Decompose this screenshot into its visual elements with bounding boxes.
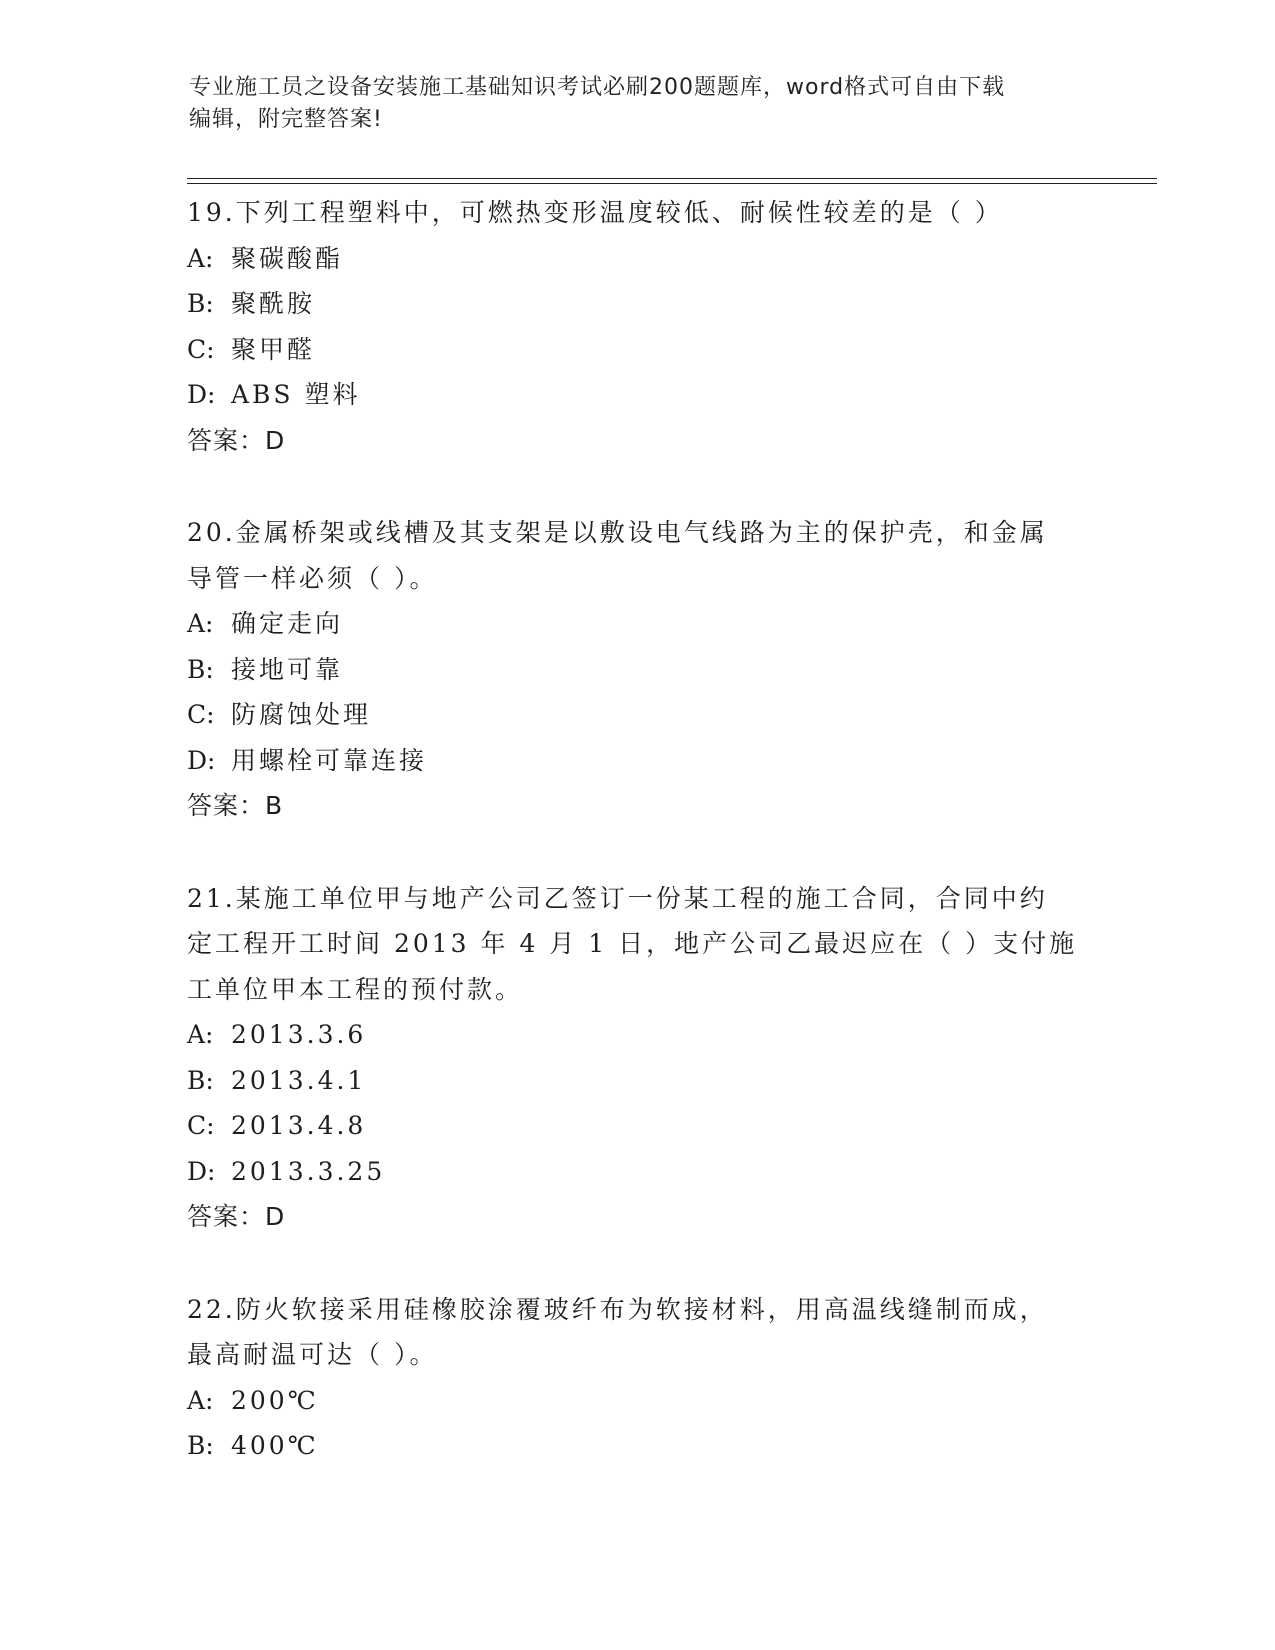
answer-line: 答案：B (187, 791, 284, 820)
option-text: 防腐蚀处理 (231, 700, 372, 729)
option-c (187, 327, 1087, 373)
option-text: 聚甲醛 (231, 334, 316, 364)
option-key: A: (187, 1385, 214, 1415)
option-text: 用螺栓可靠连接 (231, 745, 428, 775)
option-key: D: (187, 380, 216, 409)
question-stem-line-1: 22.防火软接采用硅橡胶涂覆玻纤布为软接材料，用高温线缝制而成， (187, 1294, 1048, 1324)
option-c (187, 692, 1087, 738)
option-key: D: (187, 745, 216, 775)
option-a (187, 236, 1087, 282)
option-c (187, 1103, 1087, 1149)
option-key: B: (187, 654, 214, 684)
question-stem-line-2: 定工程开工时间 2013 年 4 月 1 日，地产公司乙最迟应在（ ）支付施 (187, 929, 1078, 958)
option-key: C: (187, 700, 215, 729)
option-b (187, 647, 1087, 693)
answer-line: 答案：D (187, 1202, 286, 1231)
question-spacer (187, 829, 1087, 876)
option-text: 2013.4.8 (231, 1111, 367, 1140)
option-key: A: (187, 243, 214, 273)
option-b (187, 1058, 1087, 1104)
question-stem-line-1: 20.金属桥架或线槽及其支架是以敷设电气线路为主的保护壳，和金属 (187, 518, 1048, 547)
option-a (187, 601, 1087, 647)
option-b (187, 281, 1087, 327)
question-21 (187, 876, 1087, 1240)
option-text: 聚酰胺 (231, 289, 316, 318)
question-19 (187, 190, 1087, 463)
document-header (189, 72, 1089, 136)
option-text: 2013.3.25 (231, 1156, 386, 1186)
option-text: ABS 塑料 (231, 380, 361, 409)
question-20 (187, 510, 1087, 829)
option-key: C: (187, 334, 215, 364)
header-line-2: 编辑，附完整答案! (189, 107, 383, 132)
question-stem: 19.下列工程塑料中，可燃热变形温度较低、耐候性较差的是（ ） (187, 198, 1003, 227)
question-stem-line-1: 21.某施工单位甲与地产公司乙签订一份某工程的施工合同，合同中约 (187, 883, 1048, 913)
question-spacer (187, 1240, 1087, 1287)
option-a (187, 1012, 1087, 1058)
question-stem-line-2: 最高耐温可达（ ）。 (187, 1340, 438, 1369)
option-text: 接地可靠 (231, 654, 344, 684)
option-text: 200℃ (231, 1385, 319, 1415)
option-a (187, 1378, 1087, 1424)
question-spacer (187, 463, 1087, 510)
option-d (187, 372, 1087, 418)
option-b (187, 1423, 1087, 1469)
option-key: B: (187, 289, 214, 318)
option-text: 2013.4.1 (231, 1065, 367, 1095)
option-key: D: (187, 1156, 216, 1186)
option-key: B: (187, 1431, 214, 1460)
option-d (187, 1149, 1087, 1195)
option-key: B: (187, 1065, 214, 1095)
option-key: A: (187, 1020, 214, 1049)
option-key: A: (187, 609, 214, 638)
option-text: 聚碳酸酯 (231, 243, 344, 273)
question-stem-line-3: 工单位甲本工程的预付款。 (187, 974, 524, 1004)
question-list (187, 190, 1087, 1469)
question-22 (187, 1287, 1087, 1469)
option-text: 确定走向 (231, 609, 344, 638)
option-text: 400℃ (231, 1431, 319, 1460)
answer-line: 答案：D (187, 425, 286, 455)
question-stem-line-2: 导管一样必须（ ）。 (187, 563, 438, 593)
option-key: C: (187, 1111, 215, 1140)
header-rule-bottom (187, 183, 1157, 184)
header-rule-top (187, 178, 1157, 179)
option-d (187, 738, 1087, 784)
option-text: 2013.3.6 (231, 1020, 367, 1049)
header-line-1: 专业施工员之设备安装施工基础知识考试必刷200题题库，word格式可自由下载 (189, 75, 1006, 100)
